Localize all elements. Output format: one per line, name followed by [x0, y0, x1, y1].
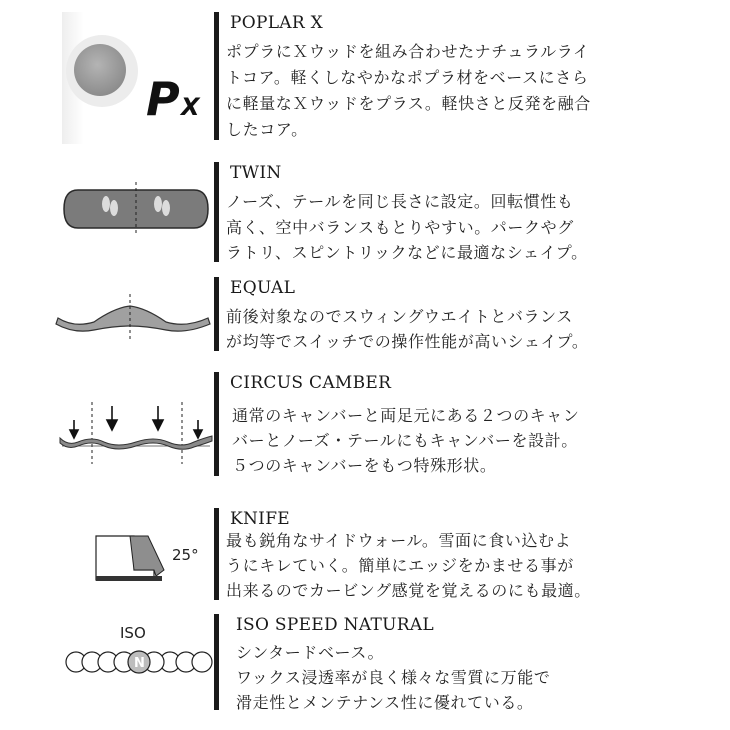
section-twin [214, 162, 714, 262]
section-line: バーとノーズ・テールにもキャンバーを設計。 [232, 431, 578, 450]
knife-angle-label: 25° [172, 546, 199, 564]
section-bar [214, 162, 219, 262]
iso-base-icon [62, 622, 214, 686]
logo-letter: P [146, 72, 180, 126]
section-title: KNIFE [230, 509, 290, 529]
section-line: に軽量なＸウッドをプラス。軽快さと反発を融合 [226, 94, 591, 113]
iso-center-letter: N [134, 656, 145, 671]
section-line: 通常のキャンバーと両足元にある２つのキャン [232, 406, 580, 425]
section-line: 高く、空中バランスもとりやすい。パークやグ [226, 218, 574, 237]
section-bar [214, 12, 219, 140]
section-line: ラトリ、スピントリックなどに最適なシェイプ。 [226, 243, 588, 262]
section-line: が均等でスイッチでの操作性能が高いシェイプ。 [226, 332, 589, 351]
section-title: CIRCUS CAMBER [230, 373, 392, 393]
section-line: 最も鋭角なサイドウォール。雪面に食い込むよ [226, 531, 572, 550]
section-bar [214, 372, 219, 476]
section-line: シンタードベース。 [236, 643, 385, 662]
section-iso-speed-natural [214, 614, 714, 710]
section-line: 滑走性とメンテナンス性に優れている。 [236, 693, 534, 712]
section-title: TWIN [230, 163, 282, 183]
circus-camber-icon [58, 398, 214, 466]
section-circus-camber [214, 372, 714, 476]
section-line: したコア。 [226, 120, 308, 139]
knife-sidewall-icon [92, 530, 214, 586]
section-title: ISO SPEED NATURAL [236, 615, 434, 635]
section-poplar-x [214, 12, 714, 142]
logo-subscript: X [181, 93, 200, 121]
poplar-x-logo-icon [56, 10, 216, 150]
section-line: 前後対象なのでスウィングウエイトとバランス [226, 307, 573, 326]
section-line: ワックス浸透率が良く様々な雪質に万能で [236, 668, 551, 687]
section-bar [214, 614, 219, 710]
section-line: ポプラにＸウッドを組み合わせたナチュラルライ [226, 42, 590, 61]
section-line: トコア。軽くしなやかなポプラ材をベースにさら [226, 68, 589, 87]
section-knife [214, 508, 714, 600]
section-bar [214, 508, 219, 600]
section-bar [214, 277, 219, 351]
section-equal [214, 277, 714, 353]
section-line: 出来るのでカービング感覚を覚えるのにも最適。 [226, 581, 591, 600]
section-line: うにキレていく。簡単にエッジをかませる事が [226, 556, 574, 575]
twin-board-icon [58, 180, 214, 240]
equal-profile-icon [54, 292, 214, 344]
iso-label: ISO [120, 624, 146, 642]
section-title: POPLAR X [230, 13, 324, 33]
section-line: ５つのキャンバーをもつ特殊形状。 [232, 456, 497, 475]
section-line: ノーズ、テールを同じ長さに設定。回転慣性も [226, 192, 574, 211]
section-title: EQUAL [230, 278, 296, 298]
